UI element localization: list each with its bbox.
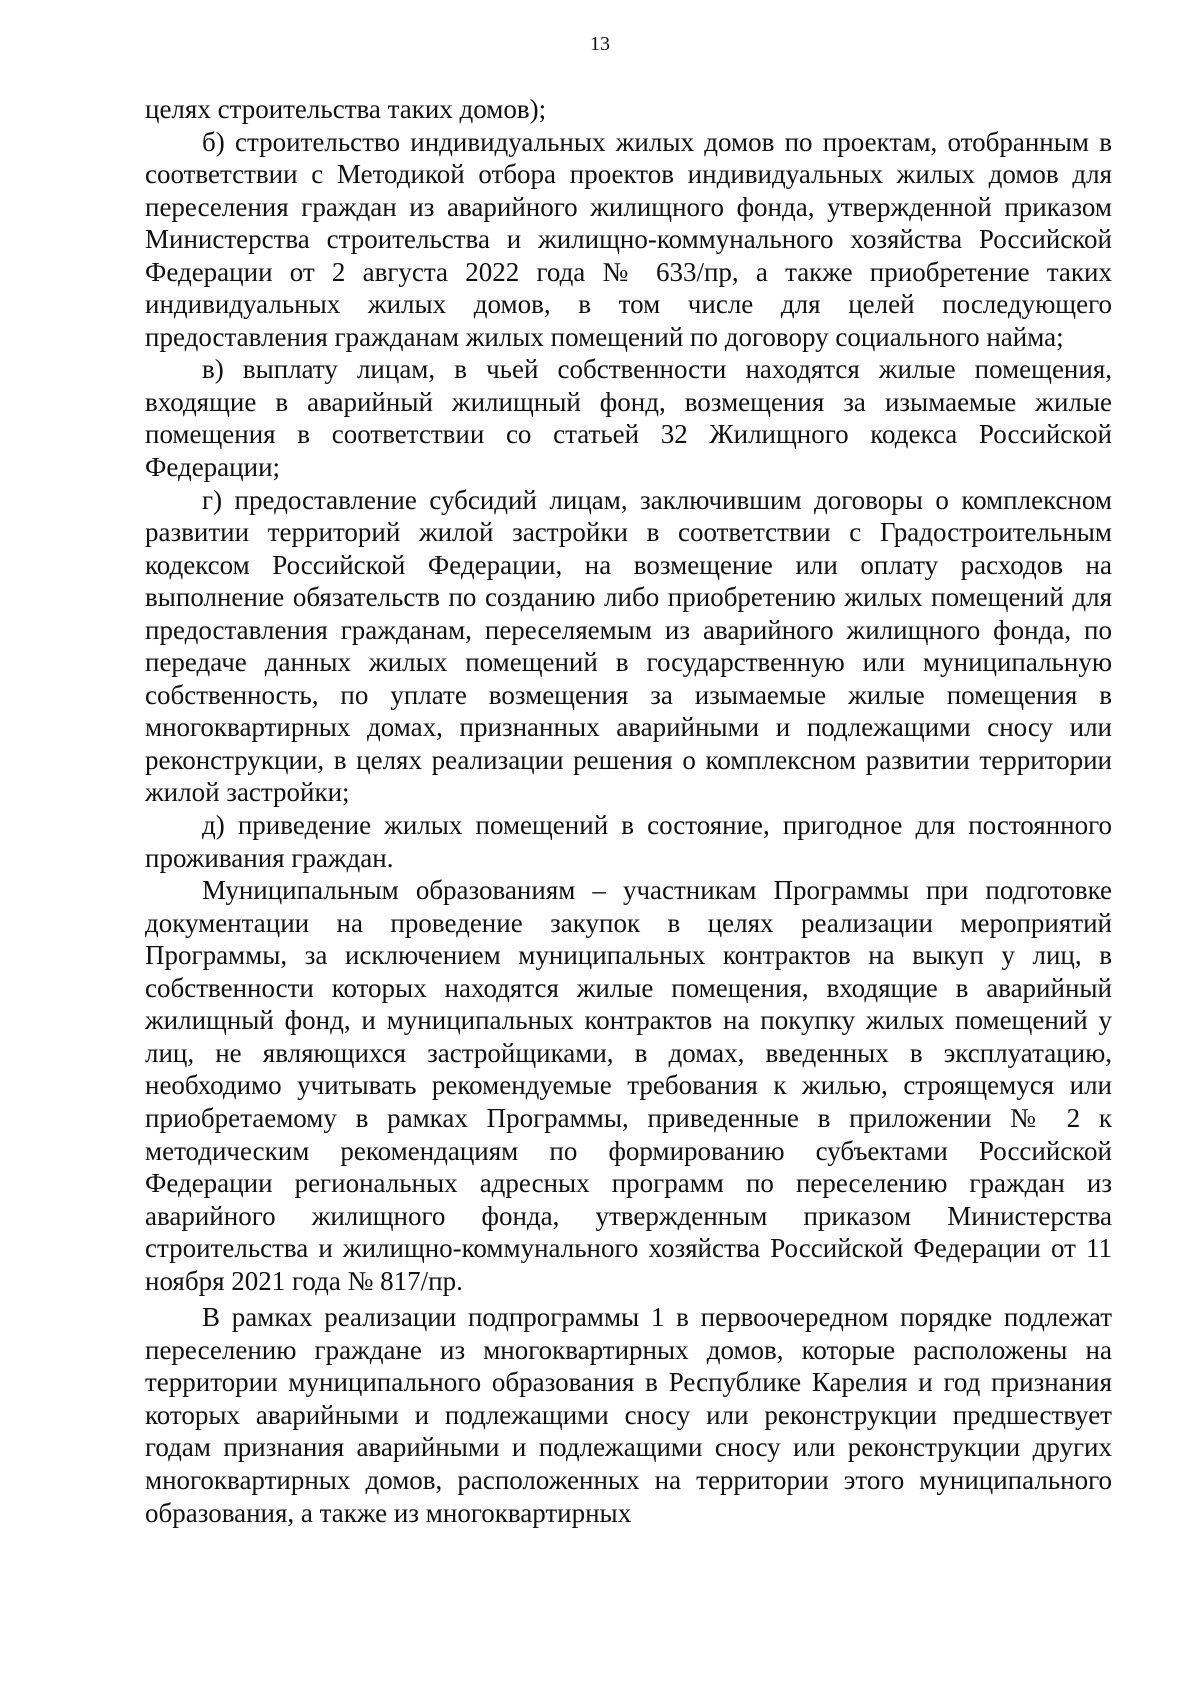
paragraph-item-g: г) предоставление субсидий лицам, заключившим договоры о комплексном развитии территорий жилой застройки в соответствии с Градостроительным кодексом Российской Федерации, на возмещение или оплату расходов на выполнение обязательств по созданию либо приобретению жилых помещений для предоставления гражданам, переселяемым из аварийного жилищного фонда, по передаче данных жилых помещений в государственную или муниципальную собственность, по уплате возмещения за изымаемые жилые помещения в многоквартирных домах, признанных аварийными и подлежащими сносу или реконструкции, в целях реализации решения о комплексном развитии территории жилой застройки; — [145, 484, 1112, 808]
paragraph-municipal-requirements: Муниципальным образованиям – участникам Программы при подготовке документации на проведение закупок в целях реализации мероприятий Программы, за исключением муниципальных контрактов на выкуп у лиц, в собственности которых находятся жилые помещения, входящие в аварийный жилищный фонд, и муниципальных контрактов на покупку жилых помещений у лиц, не являющихся застройщиками, в домах, введенных в эксплуатацию, необходимо учитывать рекомендуемые требования к жилью, строящемуся или приобретаемому в рамках Программы, приведенные в приложении № 2 к методическим рекомендациям по формированию субъектами Российской Федерации региональных адресных программ по переселению граждан из аварийного жилищного фонда, утвержденным приказом Министерства строительства и жилищно-коммунального хозяйства Российской Федерации от 11 ноября 2021 года № 817/пр. — [145, 875, 1112, 1296]
paragraph-item-v: в) выплату лицам, в чьей собственности находятся жилые помещения, входящие в аварийный жилищный фонд, возмещения за изымаемые жилые помещения в соответствии со статьей 32 Жилищного кодекса Российской Федерации; — [145, 354, 1112, 483]
paragraph-item-b: б) строительство индивидуальных жилых домов по проектам, отобранным в соответствии с Методикой отбора проектов индивидуальных жилых домов для переселения граждан из аварийного жилищного фонда, утвержденной приказом Министерства строительства и жилищно-коммунального хозяйства Российской Федерации от 2 августа 2022 года № 633/пр, а также приобретение таких индивидуальных жилых домов, в том числе для целей последующего предоставления гражданам жилых помещений по договору социального найма; — [145, 126, 1112, 352]
page-number: 13 — [590, 33, 610, 55]
paragraph-subprogram-priority: В рамках реализации подпрограммы 1 в первоочередном порядке подлежат переселению граждане из многоквартирных домов, которые расположены на территории муниципального образования в Республике Карелия и год признания которых аварийными и подлежащими сносу или реконструкции предшествует годам признания аварийными и подлежащими сносу или реконструкции других многоквартирных домов, расположенных на территории этого муниципального образования, а также из многоквартирных — [145, 1302, 1112, 1528]
paragraph-continuation: целях строительства таких домов); — [145, 94, 547, 124]
document-body — [145, 93, 1112, 1529]
paragraph-item-d: д) приведение жилых помещений в состояние, пригодное для постоянного проживания граждан. — [145, 810, 1112, 873]
